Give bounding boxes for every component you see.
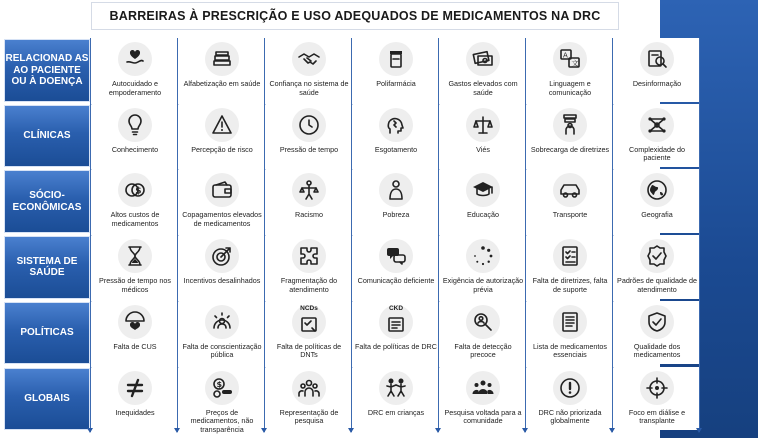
hourglass-icon <box>123 244 147 268</box>
icon-circle <box>640 371 674 405</box>
svg-text:A: A <box>563 51 568 60</box>
puzzle-icon <box>297 244 321 268</box>
community-icon <box>471 376 495 400</box>
barrier-label: Altos custos de medicamentos <box>110 210 160 228</box>
arrow-tick <box>435 428 441 433</box>
books-icon <box>210 47 234 71</box>
barrier-label: Transporte <box>552 210 588 220</box>
poverty-person-icon <box>384 178 408 202</box>
barrier-cell <box>266 104 352 168</box>
barrier-label: Racismo <box>295 210 323 220</box>
barrier-label: Autocuidado e empoderamento <box>108 79 162 97</box>
icon-circle <box>292 305 326 339</box>
barrier-cell <box>614 367 700 431</box>
barrier-label: DRC não priorizada globalmente <box>538 407 602 426</box>
umbrella-heart-icon <box>123 310 147 334</box>
barrier-label: Falta de diretrizes, falta de suporte <box>532 276 608 294</box>
barrier-label: DRC em crianças <box>367 407 425 417</box>
icon-circle <box>292 42 326 76</box>
clock-icon <box>297 113 321 137</box>
barrier-label: Inequidades <box>115 407 155 417</box>
coins-icon <box>123 178 147 202</box>
icon-circle <box>118 173 152 207</box>
barrier-label: Fragmentação do atendimento <box>280 276 338 294</box>
icon-circle <box>640 42 674 76</box>
checklist-icon <box>558 244 582 268</box>
icon-circle <box>466 239 500 273</box>
shield-check-icon <box>645 310 669 334</box>
barrier-cell <box>527 301 613 365</box>
barrier-cell <box>440 169 526 233</box>
barrier-label: Falta de políticas de DRC <box>355 341 437 351</box>
barrier-cell <box>266 38 352 102</box>
barrier-label: Preços de medicamentos, não transparência <box>190 407 254 434</box>
barrier-label: Viés <box>476 144 490 154</box>
barrier-cell <box>353 38 439 102</box>
barrier-label: Linguagem e comunicação <box>548 79 592 97</box>
burnout-head-icon <box>384 113 408 137</box>
barrier-label: Qualidade dos medicamentos <box>633 341 681 360</box>
barrier-cell <box>527 169 613 233</box>
barrier-cell <box>92 104 178 168</box>
diagram-title: BARREIRAS À PRESCRIÇÃO E USO ADEQUADOS DE MEDICAMENTOS NA DRC <box>92 3 618 29</box>
barrier-cell <box>440 104 526 168</box>
icon-circle <box>553 108 587 142</box>
barrier-label: Geografia <box>641 210 673 220</box>
row-header: CLÍNICAS <box>4 105 90 168</box>
svg-text:$: $ <box>135 186 142 197</box>
quality-badge-icon <box>645 244 669 268</box>
barrier-cell <box>440 235 526 299</box>
barrier-cell <box>440 38 526 102</box>
arrow-tick <box>261 428 267 433</box>
barrier-label: Falta de CUS <box>113 341 157 351</box>
barrier-cell <box>92 38 178 102</box>
price-pills-icon <box>210 376 234 400</box>
barrier-label: Pressão de tempo nos médicos <box>99 276 171 294</box>
svg-text:$: $ <box>216 379 223 389</box>
translation-icon <box>558 47 582 71</box>
icon-circle <box>118 108 152 142</box>
misinformation-icon <box>645 47 669 71</box>
barrier-label: Percepção de risco <box>191 144 253 154</box>
icon-circle <box>118 305 152 339</box>
barrier-label: Falta de conscientização pública <box>182 341 262 360</box>
icon-circle <box>118 42 152 76</box>
icon-circle <box>205 305 239 339</box>
barrier-cell <box>353 169 439 233</box>
barrier-cell <box>179 169 265 233</box>
barrier-label: Polifarmácia <box>376 79 416 88</box>
barrier-cell <box>92 235 178 299</box>
barrier-cell <box>614 104 700 168</box>
icon-circle <box>466 173 500 207</box>
car-icon <box>558 178 582 202</box>
icon-circle <box>553 239 587 273</box>
barrier-cell <box>440 301 526 365</box>
ckd-document-icon <box>384 310 408 334</box>
icon-circle <box>640 173 674 207</box>
icon-circle <box>379 305 413 339</box>
barrier-cell <box>266 301 352 365</box>
barrier-label: Confiança no sistema de saúde <box>269 79 349 97</box>
barrier-label: Conhecimento <box>111 144 159 154</box>
icon-circle <box>553 305 587 339</box>
arrow-tick <box>87 428 93 433</box>
barrier-cell <box>179 367 265 434</box>
icon-circle <box>640 108 674 142</box>
list-document-icon <box>558 310 582 334</box>
loading-spinner-icon <box>471 244 495 268</box>
barrier-cell <box>527 38 613 102</box>
barrier-label: Gastos elevados com saúde <box>448 79 518 97</box>
icon-circle <box>379 239 413 273</box>
row-header: GLOBAIS <box>4 368 90 431</box>
lightbulb-icon <box>123 113 147 137</box>
icon-circle <box>379 173 413 207</box>
money-bills-icon <box>471 47 495 71</box>
arrow-tick <box>609 428 615 433</box>
children-icon <box>384 376 408 400</box>
balance-icon <box>471 113 495 137</box>
barrier-label: Padrões de qualidade de atendimento <box>617 276 697 294</box>
icon-circle <box>292 173 326 207</box>
barrier-cell <box>440 367 526 431</box>
barrier-cell <box>527 235 613 299</box>
barrier-label: Copagamentos elevados de medicamentos <box>182 210 262 228</box>
icon-circle <box>205 239 239 273</box>
row-header: POLÍTICAS <box>4 302 90 365</box>
icon-circle <box>205 173 239 207</box>
icon-circle <box>466 371 500 405</box>
barrier-label: Foco em diálise e transplante <box>628 407 686 426</box>
magnifier-person-icon <box>471 310 495 334</box>
icon-circle <box>553 371 587 405</box>
sunrise-person-icon <box>210 310 234 334</box>
arrow-tick <box>696 428 702 433</box>
barrier-cell <box>353 104 439 168</box>
row-header: SISTEMA DE SAÚDE <box>4 236 90 299</box>
column-divider <box>264 38 265 432</box>
barrier-label: Pressão de tempo <box>279 144 339 154</box>
badge-text: NCDs <box>300 304 318 312</box>
icon-circle <box>640 239 674 273</box>
column-divider <box>90 38 91 432</box>
icon-circle <box>118 239 152 273</box>
icon-circle <box>640 305 674 339</box>
svg-text:文: 文 <box>571 59 579 68</box>
barrier-label: Representação de pesquisa <box>279 407 339 426</box>
icon-circle <box>466 42 500 76</box>
exclamation-circle-icon <box>558 376 582 400</box>
globe-icon <box>645 178 669 202</box>
icon-circle <box>292 371 326 405</box>
barrier-cell <box>266 235 352 299</box>
barrier-label: Pobreza <box>382 210 410 220</box>
network-icon <box>645 113 669 137</box>
wallet-icon <box>210 178 234 202</box>
icon-circle <box>553 42 587 76</box>
badge-text: CKD <box>388 304 404 312</box>
icon-circle <box>553 173 587 207</box>
icon-circle <box>292 108 326 142</box>
warning-triangle-icon <box>210 113 234 137</box>
barrier-cell <box>353 301 439 365</box>
barrier-label: Alfabetização em saúde <box>183 79 261 88</box>
column-divider <box>525 38 526 432</box>
arrow-tick <box>348 428 354 433</box>
self-care-icon <box>123 47 147 71</box>
column-divider <box>438 38 439 432</box>
barrier-cell <box>179 38 265 102</box>
barrier-cell <box>179 301 265 365</box>
barrier-label: Lista de medicamentos essenciais <box>533 341 607 360</box>
barrier-cell <box>527 367 613 431</box>
icon-circle <box>292 239 326 273</box>
barrier-label: Desinformação <box>632 79 682 88</box>
icon-circle <box>379 371 413 405</box>
icon-circle <box>118 371 152 405</box>
barrier-label: Exigência de autorização prévia <box>442 276 524 294</box>
barrier-label: Falta de detecção precoce <box>454 341 512 360</box>
column-divider <box>612 38 613 432</box>
barrier-label: Incentivos desalinhados <box>183 276 261 286</box>
column-divider <box>351 38 352 432</box>
column-divider <box>699 38 700 432</box>
barrier-cell <box>527 104 613 168</box>
barrier-cell <box>614 301 700 365</box>
arrow-tick <box>174 428 180 433</box>
barrier-cell <box>266 367 352 431</box>
barrier-label: Pesquisa voltada para a comunidade <box>444 407 522 426</box>
not-equal-icon <box>123 376 147 400</box>
overload-person-icon <box>558 113 582 137</box>
people-group-icon <box>297 376 321 400</box>
arrow-tick <box>522 428 528 433</box>
icon-circle <box>205 42 239 76</box>
barrier-label: Complexidade do paciente <box>629 144 685 163</box>
icon-circle <box>379 108 413 142</box>
barrier-cell <box>614 38 700 102</box>
pills-bottle-icon <box>384 47 408 71</box>
barrier-label: Sobrecarga de diretrizes <box>530 144 610 154</box>
target-icon <box>210 244 234 268</box>
barrier-cell <box>614 235 700 299</box>
barrier-label: Falta de políticas de DNTs <box>276 341 342 360</box>
barrier-cell <box>179 104 265 168</box>
justice-person-icon <box>297 178 321 202</box>
icon-circle <box>205 371 239 405</box>
icon-circle <box>466 108 500 142</box>
row-header: RELACIONAD AS AO PACIENTE OU À DOENÇA <box>4 39 90 102</box>
graduation-cap-icon <box>471 178 495 202</box>
barrier-label: Educação <box>467 210 499 220</box>
icon-circle <box>205 108 239 142</box>
icon-circle <box>466 305 500 339</box>
barrier-cell <box>353 235 439 299</box>
crosshair-icon <box>645 376 669 400</box>
barrier-cell <box>353 367 439 431</box>
barrier-label: Comunicação deficiente <box>357 276 435 286</box>
barrier-label: Esgotamento <box>374 144 418 154</box>
handshake-icon <box>297 47 321 71</box>
column-divider <box>177 38 178 432</box>
barrier-cell <box>179 235 265 299</box>
barrier-cell <box>92 367 178 431</box>
barrier-cell <box>92 169 178 233</box>
row-header: SÓCIO-ECONÔMICAS <box>4 170 90 233</box>
barrier-cell <box>614 169 700 233</box>
chat-bubbles-icon <box>384 244 408 268</box>
barrier-cell <box>266 169 352 233</box>
icon-circle <box>379 42 413 76</box>
ncds-document-icon <box>297 310 321 334</box>
barrier-cell <box>92 301 178 365</box>
